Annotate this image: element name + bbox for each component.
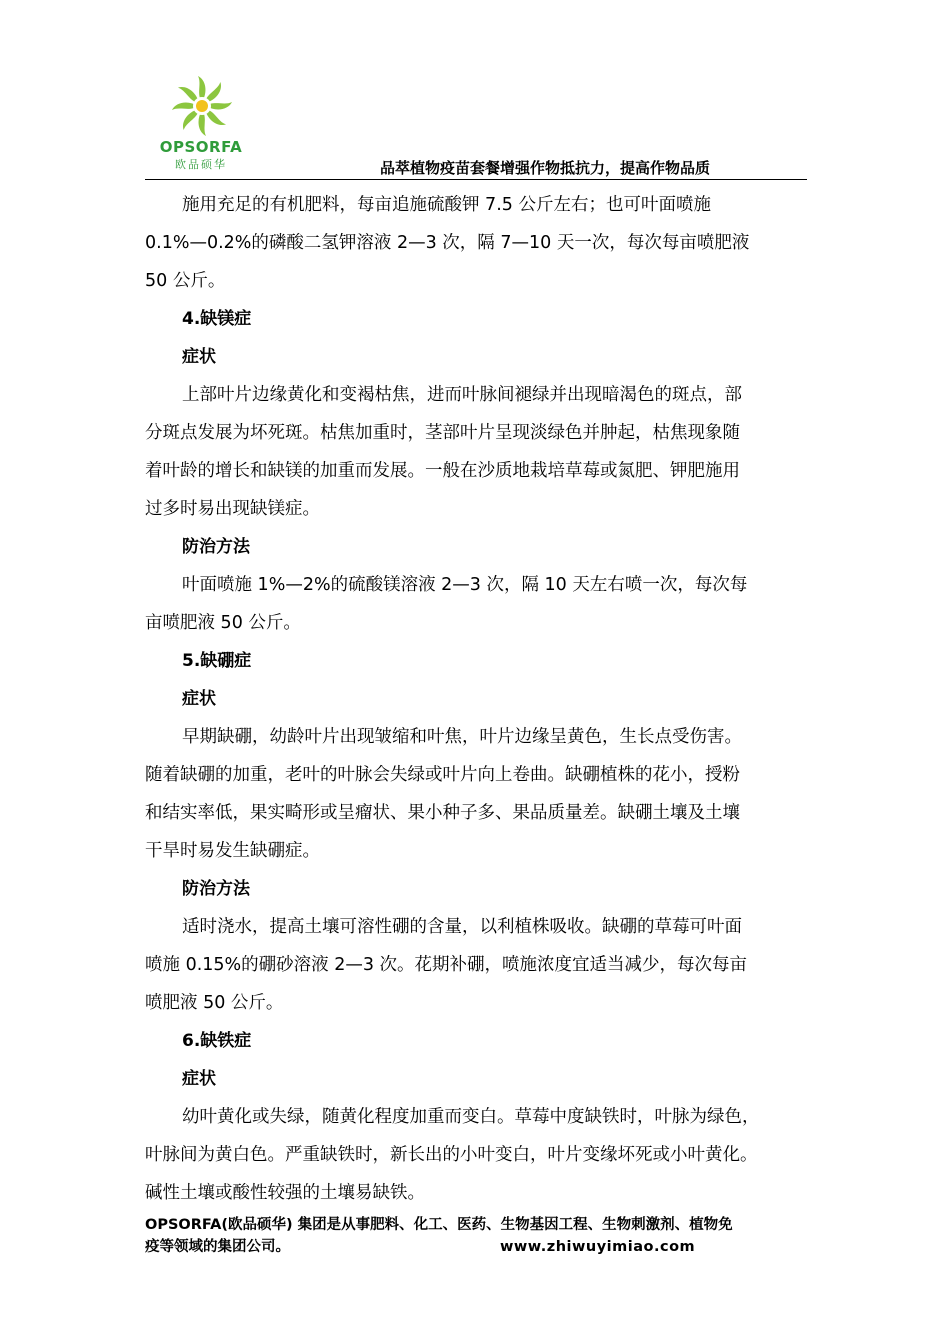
paragraph-line: 过多时易出现缺镁症。 (145, 499, 320, 519)
paragraph-line: 叶面喷施 1%—2%的硫酸镁溶液 2—3 次，隔 10 天左右喷一次，每次每 (182, 575, 748, 595)
subsection-heading: 症状 (182, 1069, 216, 1089)
logo-subtext: 欧品硕华 (175, 158, 227, 171)
footer-company-text-cont: 疫等领域的集团公司。 (145, 1239, 290, 1255)
header-slogan: 品萃植物疫苗套餐增强作物抵抗力，提高作物品质 (380, 159, 711, 177)
pinwheel-logo-icon (170, 74, 234, 138)
paragraph-line: 早期缺硼，幼龄叶片出现皱缩和叶焦，叶片边缘呈黄色，生长点受伤害。 (182, 727, 742, 747)
company-logo (150, 74, 252, 174)
paragraph-line: 50 公斤。 (145, 271, 226, 291)
paragraph-line: 亩喷肥液 50 公斤。 (145, 613, 301, 633)
paragraph-line: 0.1%—0.2%的磷酸二氢钾溶液 2—3 次，隔 7—10 天一次，每次每亩喷肥液 (145, 233, 750, 253)
section-heading: 6.缺铁症 (182, 1031, 252, 1051)
section-heading: 4.缺镁症 (182, 309, 252, 329)
paragraph-line: 喷肥液 50 公斤。 (145, 993, 284, 1013)
paragraph-line: 施用充足的有机肥料，每亩追施硫酸钾 7.5 公斤左右；也可叶面喷施 (182, 195, 711, 215)
paragraph-line: 碱性土壤或酸性较强的土壤易缺铁。 (145, 1183, 425, 1203)
paragraph-line: 幼叶黄化或失绿，随黄化程度加重而变白。草莓中度缺铁时，叶脉为绿色， (182, 1107, 760, 1127)
paragraph-line: 叶脉间为黄白色。严重缺铁时，新长出的小叶变白，叶片变缘坏死或小叶黄化。 (145, 1145, 758, 1165)
paragraph-line: 随着缺硼的加重，老叶的叶脉会失绿或叶片向上卷曲。缺硼植株的花小，授粉 (145, 765, 740, 785)
subsection-heading: 防治方法 (182, 537, 250, 557)
paragraph-line: 干旱时易发生缺硼症。 (145, 841, 320, 861)
logo-text: OPSORFA (159, 138, 243, 156)
paragraph-line: 着叶龄的增长和缺镁的加重而发展。一般在沙质地栽培草莓或氮肥、钾肥施用 (145, 461, 740, 481)
footer-company-text: OPSORFA(欧品硕华) 集团是从事肥料、化工、医药、生物基因工程、生物刺激剂、植物免 (145, 1217, 733, 1233)
subsection-heading: 症状 (182, 689, 216, 709)
paragraph-line: 适时浇水，提高土壤可溶性硼的含量，以利植株吸收。缺硼的草莓可叶面 (182, 917, 742, 937)
subsection-heading: 防治方法 (182, 879, 250, 899)
paragraph-line: 上部叶片边缘黄化和变褐枯焦，进而叶脉间褪绿并出现暗渴色的斑点，部 (182, 385, 742, 405)
footer-website-link[interactable]: www.zhiwuyimiao.com (500, 1239, 696, 1255)
paragraph-line: 分斑点发展为坏死斑。枯焦加重时，茎部叶片呈现淡绿色并肿起，枯焦现象随 (145, 423, 740, 443)
header-divider (145, 179, 807, 180)
paragraph-line: 喷施 0.15%的硼砂溶液 2—3 次。花期补硼，喷施浓度宜适当减少，每次每亩 (145, 955, 748, 975)
section-heading: 5.缺硼症 (182, 651, 252, 671)
subsection-heading: 症状 (182, 347, 216, 367)
paragraph-line: 和结实率低，果实畸形或呈瘤状、果小种子多、果品质量差。缺硼土壤及土壤 (145, 803, 740, 823)
